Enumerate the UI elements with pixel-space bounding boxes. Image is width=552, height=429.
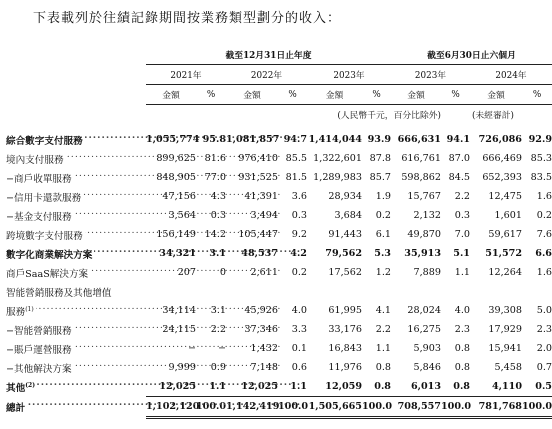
amount-cell: 35,913 [404,248,441,259]
amount-cell: 28,024 [407,305,441,316]
amount-cell: 598,862 [401,172,441,183]
percent-cell: 4.2 [290,248,307,259]
column-header-row [6,85,552,105]
percent-cell: 0.2 [536,210,552,221]
amount-cell: 5,846 [413,362,441,373]
row-label-text: 數字化商業解決方案 [6,249,93,261]
amount-cell: 34,114 [162,305,196,316]
table-row [6,206,552,225]
amount-cell: 1,102,120 [146,397,196,418]
percent-cell: 7.0 [454,229,470,240]
row-label [6,301,146,320]
percent-cell: 77.0 [204,172,226,183]
percent-cell: 3.6 [291,191,307,202]
col-amount: 金額 [470,85,522,105]
col-pct: % [441,85,470,105]
amount-cell: 47,156 [162,191,196,202]
table-row [6,301,552,320]
row-label [6,225,146,244]
percent-cell: 6.6 [535,248,552,259]
row-label-text: 其他$^{(2)}$ [6,381,36,394]
amount-cell: 33,176 [328,324,362,335]
unaudited-note: (未經審計) [471,111,514,121]
percent-cell: 87.8 [369,153,391,164]
col-pct: % [522,85,552,105]
amount-cell: 666,469 [482,153,522,164]
percent-cell: 0.9 [210,362,226,373]
year-label: 2023年 [307,65,391,85]
year-label: 2024年 [470,65,552,85]
amount-cell: 1,322,601 [313,153,362,164]
amount-cell [226,282,278,301]
amount-cell [470,282,522,301]
period-annual: 截至12月31日止年度 [146,45,391,65]
amount-cell: 59,617 [488,229,522,240]
percent-cell: 1.1 [196,377,226,397]
amount-cell: 3,494 [250,210,278,221]
footnote-ref: (1) [25,305,34,313]
row-label-text: −智能營銷服務 [6,325,72,337]
amount-cell: 1,081,857 [226,134,280,145]
row-label-text: 總計 [6,403,26,414]
row-label-text: 跨境數字支付服務 [6,230,83,242]
amount-cell: 652,393 [482,172,522,183]
amount-cell: 848,905 [156,172,196,183]
notes-row [6,105,552,125]
amount-cell: 24,115 [162,324,196,335]
table-row [6,282,552,301]
percent-cell: 0 [219,267,226,278]
percent-cell: 94.7 [283,134,307,145]
percent-cell: 92.9 [528,134,552,145]
amount-cell: 1,432 [250,343,278,354]
row-label [6,358,146,377]
percent-cell: 2.3 [536,324,552,335]
row-label [6,263,146,282]
amount-cell: 91,443 [328,229,362,240]
table-row [6,225,552,244]
percent-cell: 85.3 [530,153,552,164]
row-label-text: 綜合數字支付服務 [6,135,83,147]
amount-cell [307,282,362,301]
percent-cell: 0.2 [375,210,391,221]
percent-cell: 5.1 [453,248,470,259]
col-pct: % [196,85,226,105]
table-body [6,130,552,418]
amount-cell: 17,562 [328,267,362,278]
amount-cell: 12,025 [146,377,196,397]
table-row [6,339,552,358]
row-label-text: −基金支付服務 [6,211,72,223]
amount-cell: 41,391 [244,191,278,202]
row-label [6,397,146,418]
table-row [6,130,552,149]
amount-cell: 3,564 [168,210,196,221]
percent-cell: 1.2 [375,267,391,278]
amount-cell [146,282,196,301]
percent-cell [278,282,307,301]
amount-cell: 61,995 [328,305,362,316]
amount-cell: 45,926 [244,305,278,316]
amount-cell: 105,447 [238,229,278,240]
amount-cell: 7,889 [413,267,441,278]
percent-cell: 100.0 [278,397,307,418]
amount-cell: 2,611 [250,267,278,278]
percent-cell: 4.0 [291,305,307,316]
percent-cell: 100.0 [522,397,552,418]
percent-cell: 85.7 [369,172,391,183]
amount-cell: 16,843 [328,343,362,354]
row-label-text: −其他解決方案 [6,363,72,375]
percent-cell: 81.6 [204,153,226,164]
percent-cell: − [217,343,226,354]
percent-cell [362,282,391,301]
amount-cell: 11,976 [328,362,362,373]
amount-cell: 51,572 [485,248,522,259]
year-label: 2022年 [226,65,307,85]
amount-cell: 1,289,983 [313,172,362,183]
percent-cell: 3.3 [291,324,307,335]
row-label-text: −商戶收單服務 [6,173,72,185]
percent-cell: 2.2 [210,324,226,335]
row-label [6,339,146,358]
amount-cell: 899,625 [156,153,196,164]
unit-note: (人民幣千元，百分比除外) [337,111,441,121]
amount-cell: 16,275 [407,324,441,335]
percent-cell: 83.5 [530,172,552,183]
percent-cell: 100.0 [196,397,226,418]
amount-cell: 15,941 [488,343,522,354]
percent-cell: 94.1 [446,134,470,145]
percent-cell: 0.3 [454,210,470,221]
percent-cell: 0.1 [291,343,307,354]
percent-cell: 2.0 [536,343,552,354]
amount-cell: 39,308 [488,305,522,316]
amount-cell: 976,410 [238,153,278,164]
percent-cell: 0.8 [454,343,470,354]
table-row [6,320,552,339]
amount-cell: 726,086 [478,134,522,145]
amount-cell: 708,557 [391,397,441,418]
percent-cell: 87.0 [448,153,470,164]
amount-cell: 156,149 [156,229,196,240]
row-label-text: 商戶SaaS解決方案 [6,268,89,280]
amount-cell: 1,055,774 [146,134,200,145]
percent-cell: 14.2 [204,229,226,240]
percent-cell: 85.5 [285,153,307,164]
row-label [6,320,146,339]
percent-cell: 9.2 [291,229,307,240]
table-row [6,263,552,282]
row-label [6,149,146,168]
row-label [6,168,146,187]
table-row [6,377,552,397]
percent-cell: 2.2 [375,324,391,335]
amount-cell: 12,025 [226,377,278,397]
amount-cell: 1,142,419 [226,397,278,418]
year-label: 2021年 [146,65,226,85]
col-amount: 金額 [391,85,441,105]
amount-cell: 9,999 [168,362,196,373]
percent-cell: 100.0 [441,397,470,418]
col-pct: % [278,85,307,105]
row-label-text: −賬戶運營服務 [6,344,72,356]
revenue-table [6,45,552,419]
amount-cell: 3,684 [334,210,362,221]
percent-cell [522,282,552,301]
amount-cell: 7,148 [250,362,278,373]
period-header-row [6,45,552,65]
col-pct: % [362,85,391,105]
amount-cell: − [187,343,196,354]
row-label-text: 境內支付服務 [6,154,64,166]
percent-cell [441,282,470,301]
table-row [6,149,552,168]
amount-cell: 28,934 [328,191,362,202]
table-row [6,358,552,377]
percent-cell: 6.1 [375,229,391,240]
table-row [6,187,552,206]
amount-cell: 48,537 [241,248,278,259]
percent-cell: 4.0 [454,305,470,316]
amount-cell: 37,346 [244,324,278,335]
percent-cell: 2.2 [454,191,470,202]
percent-cell: 0.7 [536,362,552,373]
amount-cell: 616,761 [401,153,441,164]
percent-cell: 0.3 [210,210,226,221]
row-label [6,282,146,301]
col-amount: 金額 [146,85,196,105]
percent-cell: 7.6 [536,229,552,240]
percent-cell: 0.5 [522,377,552,397]
row-label [6,130,146,149]
percent-cell: 81.5 [285,172,307,183]
amount-cell: 2,132 [413,210,441,221]
amount-cell: 12,264 [488,267,522,278]
table-row [6,244,552,263]
percent-cell: 0.8 [454,362,470,373]
percent-cell: 100.0 [362,397,391,418]
percent-cell: 1.1 [278,377,307,397]
amount-cell: 5,458 [494,362,522,373]
table-row [6,397,552,418]
percent-cell: 4.1 [375,305,391,316]
percent-cell: 0.3 [291,210,307,221]
row-label [6,244,146,263]
percent-cell: 93.9 [367,134,391,145]
amount-cell: 1,414,044 [308,134,362,145]
amount-cell: 49,870 [407,229,441,240]
amount-cell: 5,903 [413,343,441,354]
col-amount: 金額 [307,85,362,105]
amount-cell: 6,013 [391,377,441,397]
row-label-text: 服務$^{(1)}$ [6,305,34,318]
row-label [6,377,146,397]
year-label: 2023年 [391,65,470,85]
row-label [6,187,146,206]
amount-cell: 34,321 [159,248,196,259]
amount-cell [391,282,441,301]
percent-cell: 1.1 [454,267,470,278]
table-row [6,168,552,187]
percent-cell: 0.8 [375,362,391,373]
percent-cell: 4.3 [210,191,226,202]
amount-cell: 207 [177,267,196,278]
row-label-text: 智能營銷服務及其他增值 [6,287,112,299]
percent-cell: 0.6 [291,362,307,373]
col-amount: 金額 [226,85,278,105]
percent-cell: 95.8 [202,134,226,145]
amount-cell: 79,562 [325,248,362,259]
amount-cell: 12,475 [488,191,522,202]
intro-text: 下表載列於往績記錄期間按業務類型劃分的收入： [33,11,342,26]
year-header-row [6,65,552,85]
amount-cell: 12,059 [307,377,362,397]
amount-cell: 781,768 [470,397,522,418]
amount-cell: 666,631 [397,134,441,145]
percent-cell: 0.8 [362,377,391,397]
amount-cell: 15,767 [407,191,441,202]
amount-cell: 1,505,665 [307,397,362,418]
amount-cell: 4,110 [470,377,522,397]
percent-cell: 1.6 [536,267,552,278]
percent-cell: 1.1 [375,343,391,354]
amount-cell: 17,929 [488,324,522,335]
row-label [6,206,146,225]
amount-cell: 1,601 [494,210,522,221]
percent-cell: 2.3 [454,324,470,335]
period-interim: 截至6月30日止六個月 [391,45,552,65]
percent-cell: 84.5 [448,172,470,183]
percent-cell [196,282,226,301]
footnote-ref: (2) [25,381,36,389]
percent-cell: 1.9 [375,191,391,202]
percent-cell: 3.1 [210,305,226,316]
percent-cell: 5.3 [374,248,391,259]
row-label-text: −信用卡還款服務 [6,192,82,204]
percent-cell: 5.0 [536,305,552,316]
percent-cell: 3.1 [209,248,226,259]
amount-cell: 931,525 [238,172,278,183]
percent-cell: 0.8 [441,377,470,397]
percent-cell: 1.6 [536,191,552,202]
percent-cell: 0.2 [291,267,307,278]
